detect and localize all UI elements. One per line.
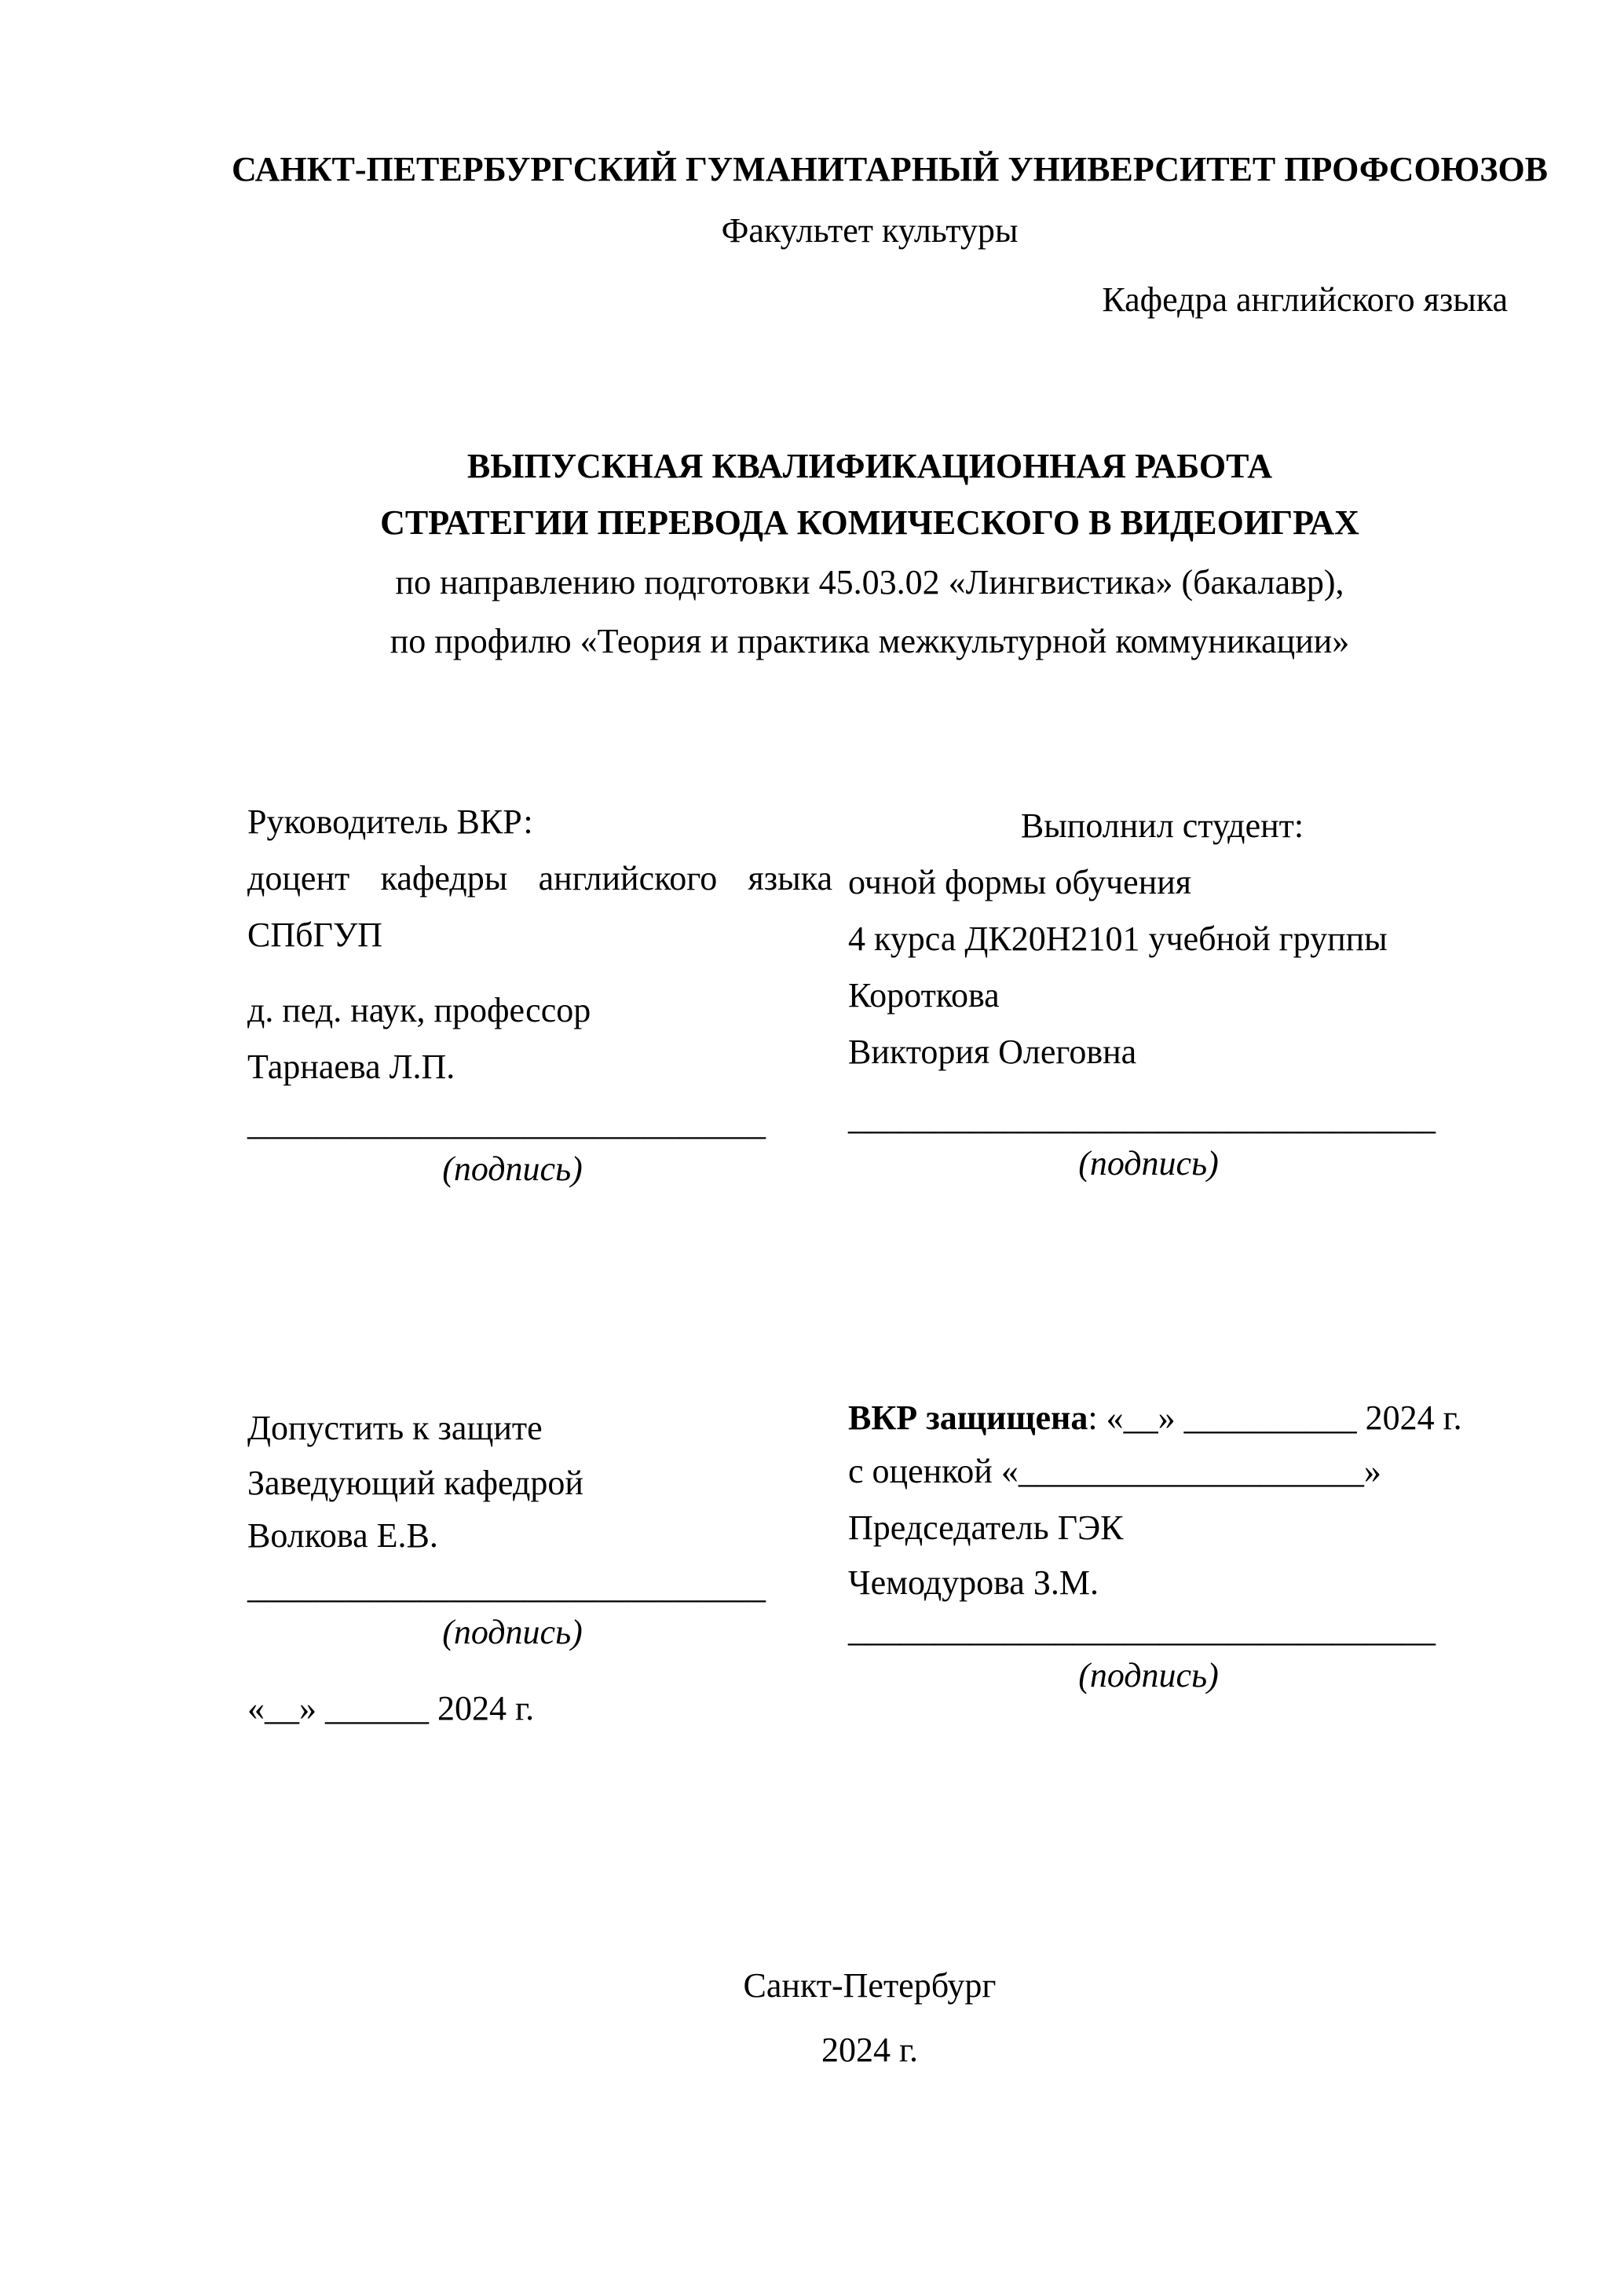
study-program-line: по направлению подготовки 45.03.02 «Лингвистика» (бакалавр), bbox=[395, 563, 1344, 601]
faculty-name: Факультет культуры bbox=[721, 211, 1019, 250]
supervisor-signature-line: ______________________________ bbox=[247, 1104, 766, 1143]
defense-signature-caption: (подпись) bbox=[1078, 1656, 1219, 1695]
supervisor-name: Тарнаева Л.П. bbox=[247, 1047, 455, 1086]
admission-line1: Допустить к защите bbox=[247, 1409, 543, 1447]
student-signature-caption: (подпись) bbox=[1078, 1144, 1219, 1183]
study-profile-line: по профилю «Теория и практика межкультурной коммуникации» bbox=[390, 622, 1350, 660]
admission-signature-line: ______________________________ bbox=[247, 1567, 766, 1606]
supervisor-position-word: доцент bbox=[247, 859, 350, 898]
supervisor-position-line bbox=[247, 858, 832, 900]
supervisor-position-word: кафедры bbox=[380, 859, 508, 898]
student-study-form: очной формы обучения bbox=[848, 863, 1192, 901]
supervisor-signature-caption: (подпись) bbox=[442, 1150, 583, 1188]
defense-status-label: ВКР защищена bbox=[848, 1398, 1088, 1437]
footer-year: 2024 г. bbox=[821, 2031, 919, 2069]
defense-chair-name: Чемодурова З.М. bbox=[848, 1563, 1099, 1602]
university-name: САНКТ-ПЕТЕРБУРГСКИЙ ГУМАНИТАРНЫЙ УНИВЕРСИТЕТ ПРОФСОЮЗОВ bbox=[232, 150, 1549, 188]
defense-grade-line: с оценкой «____________________» bbox=[848, 1452, 1381, 1490]
supervisor-label: Руководитель ВКР: bbox=[247, 803, 533, 841]
supervisor-degree: д. пед. наук, профессор bbox=[247, 991, 591, 1029]
department-name: Кафедра английского языка bbox=[1102, 280, 1508, 319]
student-surname: Короткова bbox=[848, 976, 1000, 1015]
student-label: Выполнил студент: bbox=[1020, 806, 1304, 845]
admission-date-line: «__» ______ 2024 г. bbox=[247, 1689, 535, 1727]
supervisor-organization: СПбГУП bbox=[247, 916, 382, 954]
student-group: 4 курса ДК20Н2101 учебной группы bbox=[848, 919, 1388, 958]
defense-status-line bbox=[848, 1398, 1476, 1439]
work-type-title: ВЫПУСКНАЯ КВАЛИФИКАЦИОННАЯ РАБОТА bbox=[466, 447, 1273, 485]
work-topic-title: СТРАТЕГИИ ПЕРЕВОДА КОМИЧЕСКОГО В ВИДЕОИГРАХ bbox=[380, 503, 1359, 542]
defense-status-blank: : «__» __________ 2024 г. bbox=[1088, 1398, 1462, 1437]
footer-city: Санкт-Петербург bbox=[743, 1966, 997, 2005]
student-signature-line: __________________________________ bbox=[848, 1099, 1436, 1137]
admission-signature-caption: (подпись) bbox=[442, 1613, 583, 1651]
admission-head-name: Волкова Е.В. bbox=[247, 1516, 438, 1555]
supervisor-position-word: английского bbox=[538, 859, 718, 898]
admission-line2: Заведующий кафедрой bbox=[247, 1464, 583, 1502]
student-name: Виктория Олеговна bbox=[848, 1033, 1137, 1071]
defense-chair-title: Председатель ГЭК bbox=[848, 1508, 1124, 1547]
supervisor-position-word: языка bbox=[748, 859, 832, 898]
defense-signature-line: __________________________________ bbox=[848, 1610, 1436, 1649]
